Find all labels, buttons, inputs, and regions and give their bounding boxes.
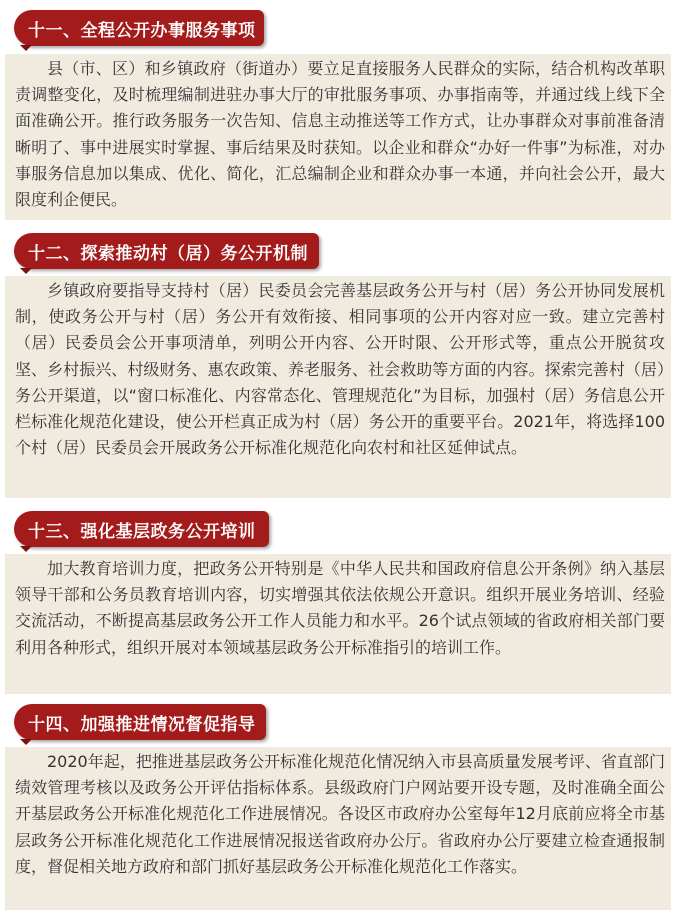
section-title: 十四、加强推进情况督促指导	[28, 714, 256, 735]
section-body-14: 2020年起，把推进基层政务公开标准化规范化情况纳入市县高质量发展考评、省直部门绩效管理考核以及政务公开评估指标体系。县级政府门户网站要开设专题，及时准确全面公开基层政务公开标准化规范化工作进展情况。各设区市政府办公室每年12月底前应将全市基层政务公开标准化规范化工作进展情况报送省政府办公厅。省政府办公厅要建立检查通报制度，督促相关地方政府和部门抓好基层政务公开标准化规范化工作落实。	[5, 747, 671, 910]
section-title: 十三、强化基层政务公开培训	[28, 521, 256, 542]
section-header-14	[14, 704, 256, 740]
section-title: 十二、探索推动村（居）务公开机制	[28, 243, 308, 264]
section-header-11	[14, 10, 256, 46]
section-body-12: 乡镇政府要指导支持村（居）民委员会完善基层政务公开与村（居）务公开协同发展机制，使政务公开与村（居）务公开有效衔接、相同事项的公开内容对应一致。建立完善村（居）民委员会公开事项清单，列明公开内容、公开时限、公开形式等，重点公开脱贫攻坚、乡村振兴、村级财务、惠农政策、养老服务、社会救助等方面的内容。探索完善村（居）务公开渠道，以“窗口标准化、内容常态化、管理规范化”为目标，加强村（居）务信息公开栏标准化规范化建设，使公开栏真正成为村（居）务公开的重要平台。2021年，将选择100个村（居）民委员会开展政务公开标准化规范化向农村和社区延伸试点。	[5, 276, 671, 498]
section-header-13	[14, 511, 256, 547]
section-body-13: 加大教育培训力度，把政务公开特别是《中华人民共和国政府信息公开条例》纳入基层领导干部和公务员教育培训内容，切实增强其依法依规公开意识。组织开展业务培训、经验交流活动，不断提高基层政务公开工作人员能力和水平。26个试点领域的省政府相关部门要利用各种形式，组织开展对本领域基层政务公开标准指引的培训工作。	[5, 554, 671, 694]
section-header-12	[14, 233, 308, 269]
section-body-11: 县（市、区）和乡镇政府（街道办）要立足直接服务人民群众的实际，结合机构改革职责调整变化，及时梳理编制进驻办事大厅的审批服务事项、办事指南等，并通过线上线下全面准确公开。推行政务服务一次告知、信息主动推送等工作方式，让办事群众对事前准备清晰明了、事中进展实时掌握、事后结果及时获知。以企业和群众“办好一件事”为标准，对办事服务信息加以集成、优化、简化，汇总编制企业和群众办事一本通，并向社会公开，最大限度利企便民。	[5, 54, 671, 220]
section-title: 十一、全程公开办事服务事项	[28, 20, 256, 41]
